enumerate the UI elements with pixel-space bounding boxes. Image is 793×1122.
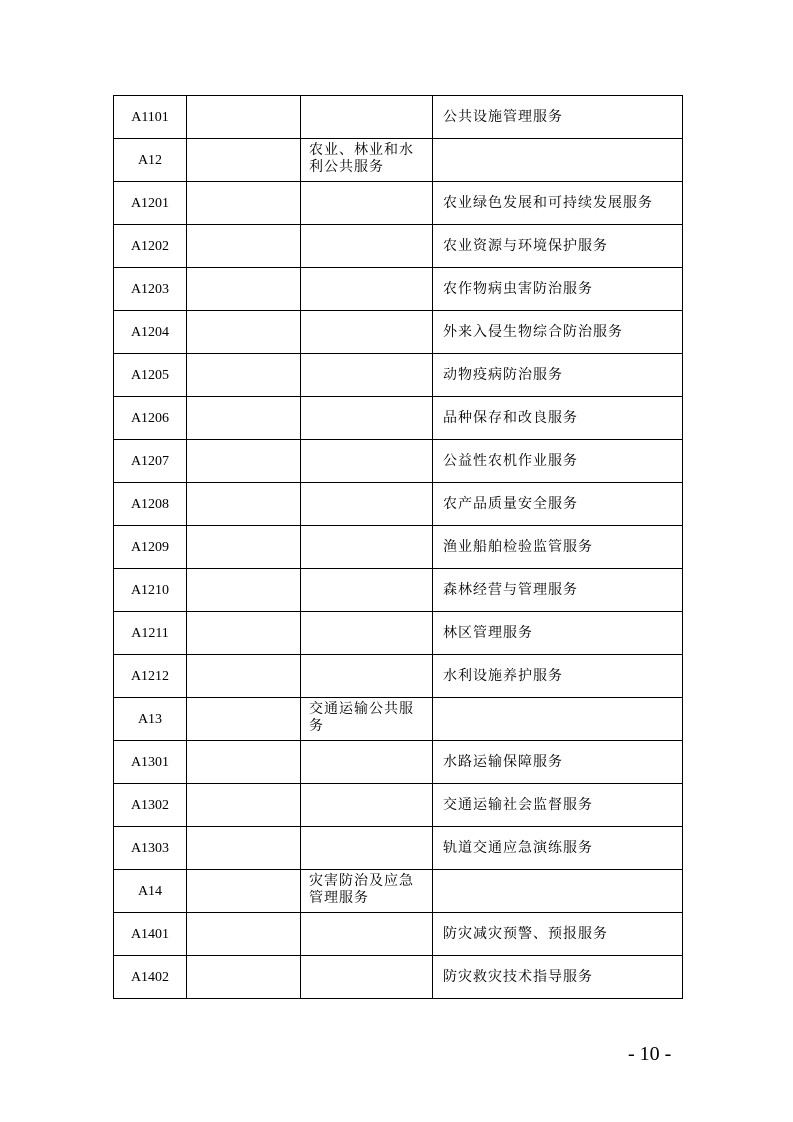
level1-cell xyxy=(187,612,301,655)
table-row xyxy=(114,956,683,999)
table-row xyxy=(114,483,683,526)
level1-cell xyxy=(187,182,301,225)
catalog-table xyxy=(113,95,683,999)
code-cell: A1208 xyxy=(114,483,187,526)
level3-cell xyxy=(433,139,683,182)
table-row xyxy=(114,354,683,397)
level2-cell xyxy=(301,397,433,440)
level2-cell xyxy=(301,182,433,225)
level3-cell: 林区管理服务 xyxy=(433,612,683,655)
level2-cell xyxy=(301,956,433,999)
level1-cell xyxy=(187,870,301,913)
level2-cell: 灾害防治及应急管理服务 xyxy=(301,870,433,913)
level3-cell xyxy=(433,698,683,741)
code-cell: A1301 xyxy=(114,741,187,784)
code-cell: A12 xyxy=(114,139,187,182)
level3-cell: 农业绿色发展和可持续发展服务 xyxy=(433,182,683,225)
level3-cell: 水利设施养护服务 xyxy=(433,655,683,698)
level2-cell xyxy=(301,225,433,268)
table-row xyxy=(114,96,683,139)
code-cell: A1212 xyxy=(114,655,187,698)
code-cell: A13 xyxy=(114,698,187,741)
code-cell: A1202 xyxy=(114,225,187,268)
level3-cell xyxy=(433,870,683,913)
level1-cell xyxy=(187,913,301,956)
level1-cell xyxy=(187,440,301,483)
level1-cell xyxy=(187,698,301,741)
level1-cell xyxy=(187,827,301,870)
level1-cell xyxy=(187,268,301,311)
level1-cell xyxy=(187,655,301,698)
level3-cell: 森林经营与管理服务 xyxy=(433,569,683,612)
code-cell: A1101 xyxy=(114,96,187,139)
level1-cell xyxy=(187,225,301,268)
code-cell: A1401 xyxy=(114,913,187,956)
table-row xyxy=(114,698,683,741)
code-cell: A14 xyxy=(114,870,187,913)
table-row xyxy=(114,139,683,182)
catalog-table-body xyxy=(114,96,683,999)
level1-cell xyxy=(187,784,301,827)
level3-cell: 轨道交通应急演练服务 xyxy=(433,827,683,870)
level2-cell xyxy=(301,827,433,870)
level2-cell xyxy=(301,784,433,827)
level1-cell xyxy=(187,354,301,397)
level1-cell xyxy=(187,483,301,526)
level3-cell: 公益性农机作业服务 xyxy=(433,440,683,483)
level3-cell: 农业资源与环境保护服务 xyxy=(433,225,683,268)
level2-cell xyxy=(301,741,433,784)
level3-cell: 防灾减灾预警、预报服务 xyxy=(433,913,683,956)
level1-cell xyxy=(187,741,301,784)
table-row xyxy=(114,569,683,612)
level3-cell: 渔业船舶检验监管服务 xyxy=(433,526,683,569)
code-cell: A1201 xyxy=(114,182,187,225)
level2-cell: 交通运输公共服务 xyxy=(301,698,433,741)
table-row xyxy=(114,870,683,913)
code-cell: A1303 xyxy=(114,827,187,870)
level2-cell xyxy=(301,612,433,655)
table-row xyxy=(114,440,683,483)
level1-cell xyxy=(187,956,301,999)
table-row xyxy=(114,311,683,354)
level3-cell: 农作物病虫害防治服务 xyxy=(433,268,683,311)
table-row xyxy=(114,268,683,311)
level3-cell: 动物疫病防治服务 xyxy=(433,354,683,397)
table-row xyxy=(114,655,683,698)
code-cell: A1207 xyxy=(114,440,187,483)
code-cell: A1210 xyxy=(114,569,187,612)
table-row xyxy=(114,784,683,827)
level2-cell xyxy=(301,311,433,354)
level3-cell: 防灾救灾技术指导服务 xyxy=(433,956,683,999)
code-cell: A1205 xyxy=(114,354,187,397)
level3-cell: 公共设施管理服务 xyxy=(433,96,683,139)
table-row xyxy=(114,827,683,870)
level3-cell: 农产品质量安全服务 xyxy=(433,483,683,526)
level2-cell xyxy=(301,354,433,397)
table-row xyxy=(114,612,683,655)
level2-cell xyxy=(301,526,433,569)
code-cell: A1402 xyxy=(114,956,187,999)
level2-cell xyxy=(301,913,433,956)
table-row xyxy=(114,182,683,225)
code-cell: A1302 xyxy=(114,784,187,827)
level3-cell: 交通运输社会监督服务 xyxy=(433,784,683,827)
code-cell: A1203 xyxy=(114,268,187,311)
table-row xyxy=(114,741,683,784)
code-cell: A1206 xyxy=(114,397,187,440)
level1-cell xyxy=(187,397,301,440)
level2-cell xyxy=(301,569,433,612)
level2-cell xyxy=(301,440,433,483)
table-row xyxy=(114,225,683,268)
level1-cell xyxy=(187,311,301,354)
table-row xyxy=(114,913,683,956)
level1-cell xyxy=(187,526,301,569)
level3-cell: 水路运输保障服务 xyxy=(433,741,683,784)
page-number: - 10 - xyxy=(628,1043,672,1065)
level1-cell xyxy=(187,96,301,139)
table-row xyxy=(114,526,683,569)
level1-cell xyxy=(187,139,301,182)
code-cell: A1211 xyxy=(114,612,187,655)
code-cell: A1209 xyxy=(114,526,187,569)
level2-cell: 农业、林业和水利公共服务 xyxy=(301,139,433,182)
level2-cell xyxy=(301,655,433,698)
code-cell: A1204 xyxy=(114,311,187,354)
table-row xyxy=(114,397,683,440)
level2-cell xyxy=(301,483,433,526)
level3-cell: 外来入侵生物综合防治服务 xyxy=(433,311,683,354)
level2-cell xyxy=(301,268,433,311)
level1-cell xyxy=(187,569,301,612)
level3-cell: 品种保存和改良服务 xyxy=(433,397,683,440)
level2-cell xyxy=(301,96,433,139)
